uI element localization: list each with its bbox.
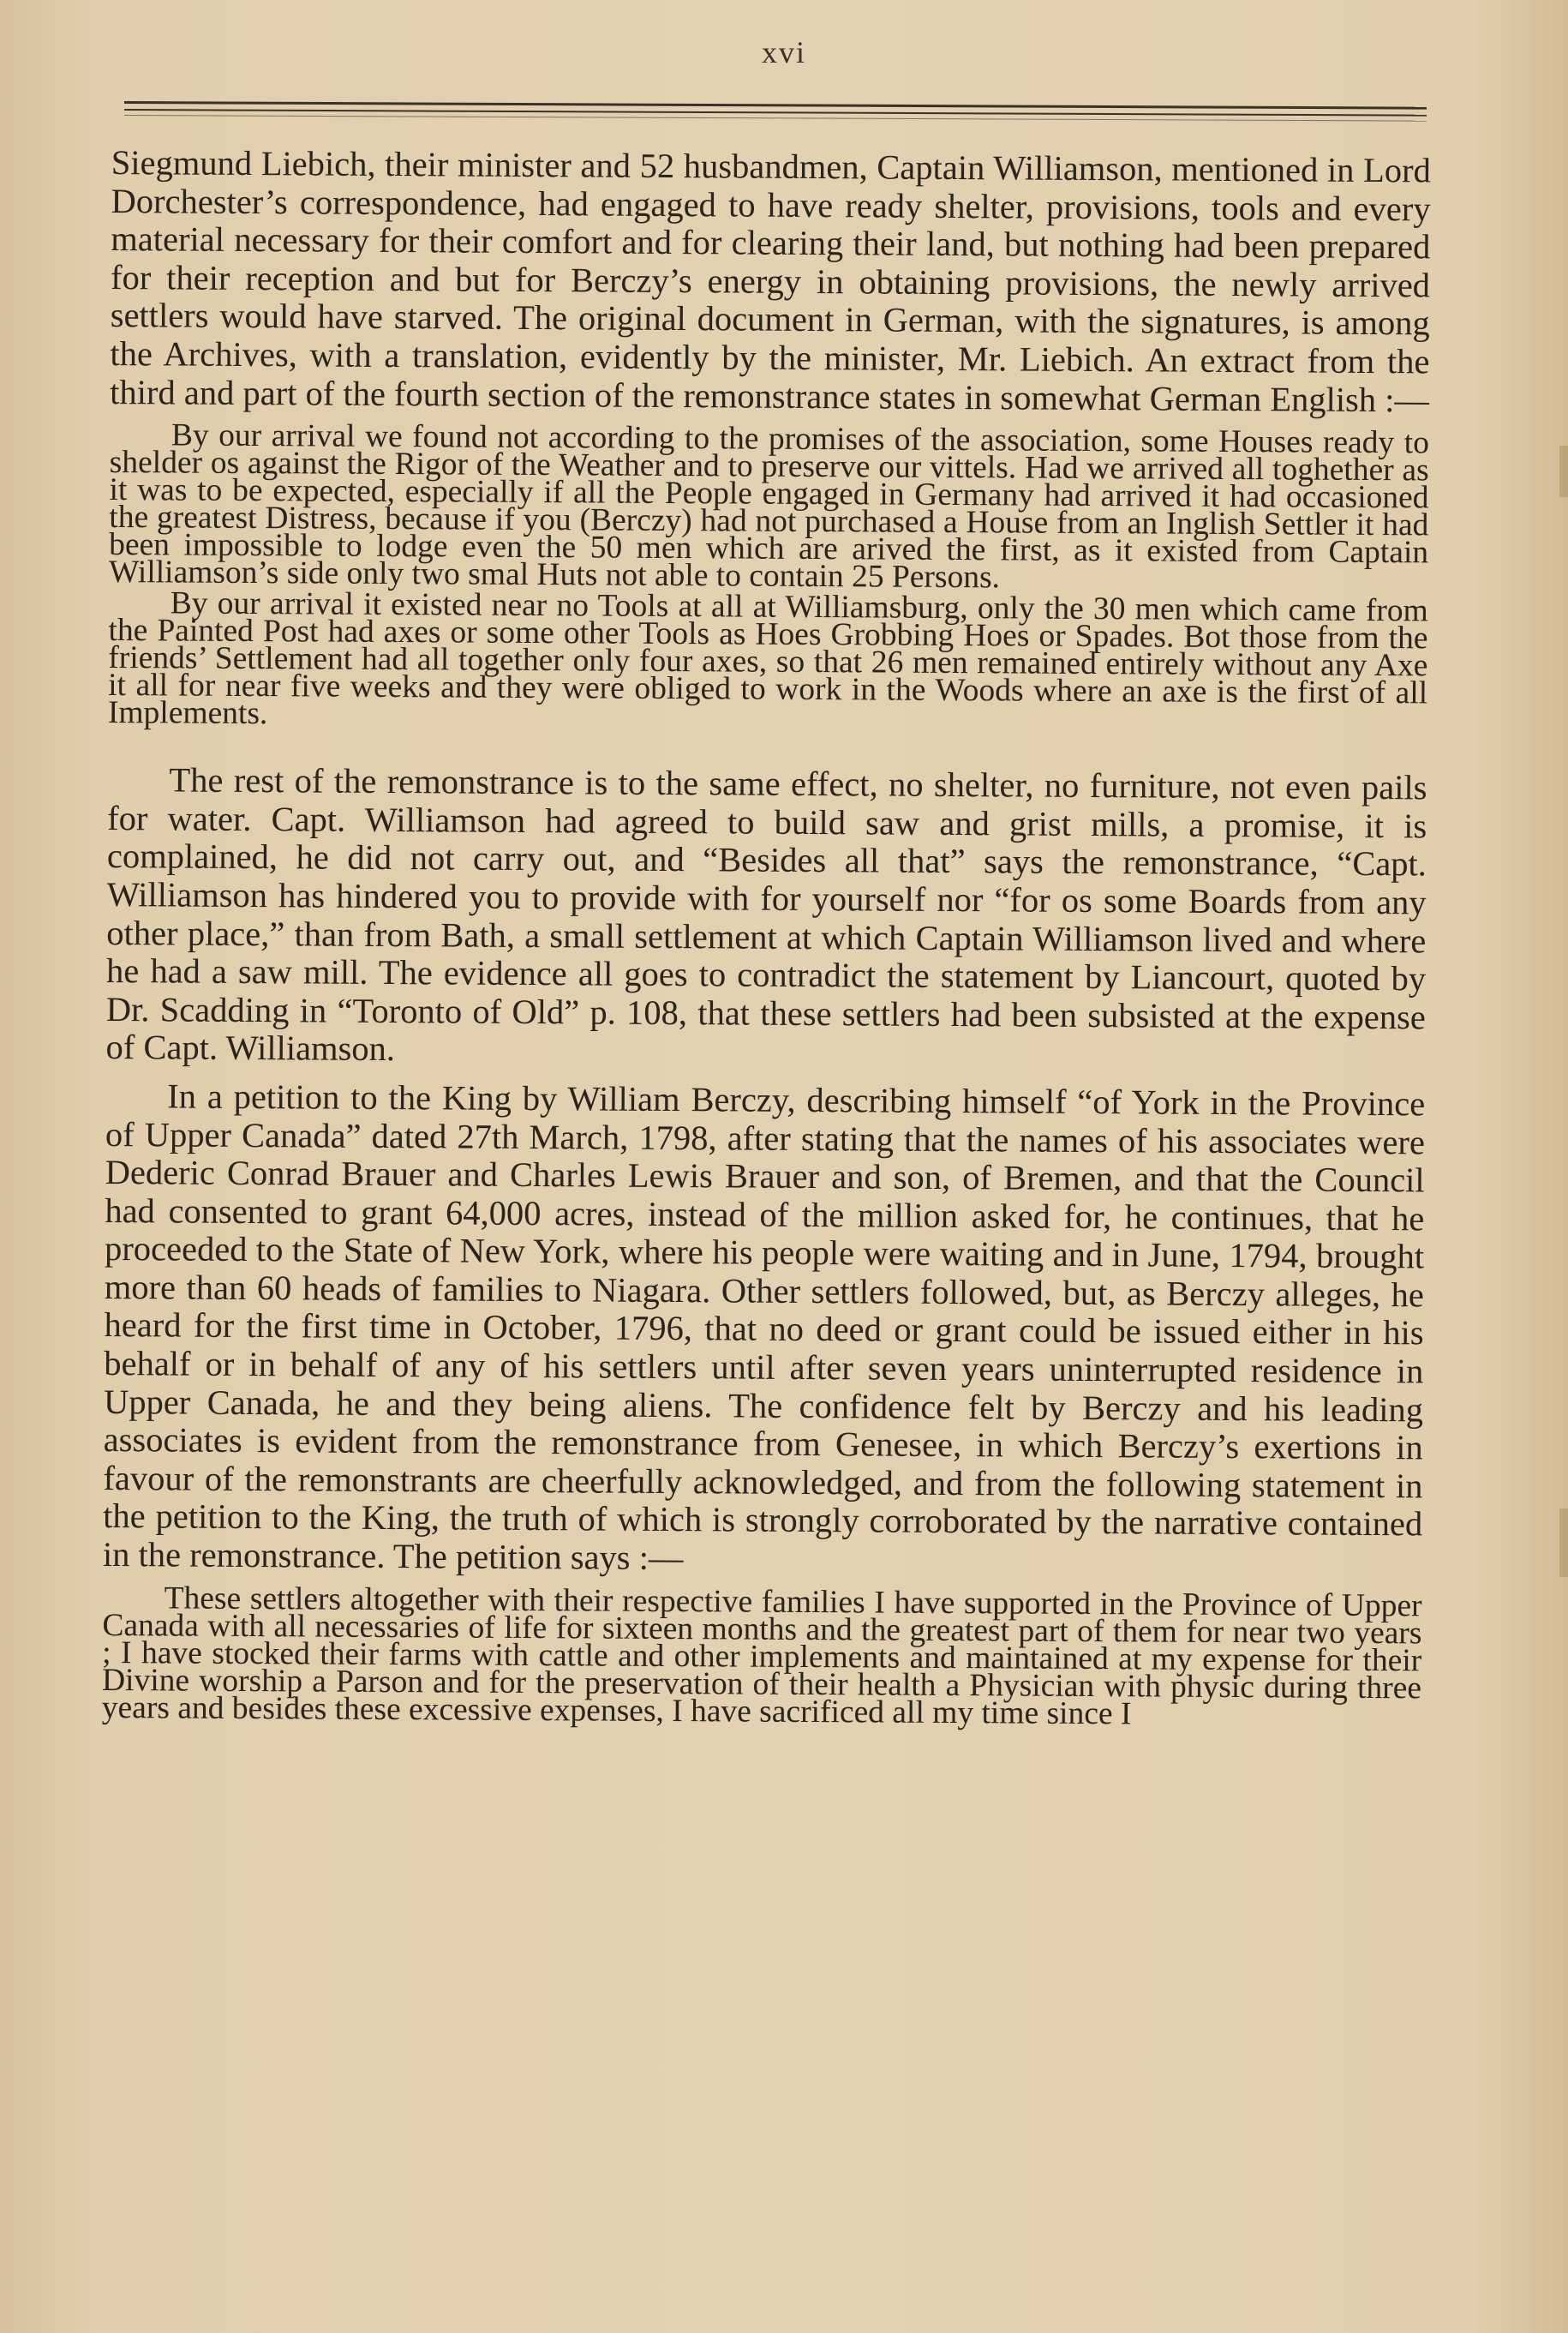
header-rule bbox=[124, 115, 1427, 122]
page-number: xvi bbox=[761, 35, 806, 69]
page-body bbox=[102, 144, 1431, 1733]
quoted-extract: By our arrival we found not according to the promises of the association, some Houses ready to shelder os against the Rigor of the Weather and to preserve our vittels. Had we arrived all toghether as it was to be expected, especially if all the People engaged in Germany had arrived it had occasioned the greatest Distress, because if you (Berczy) had not purchased a House from an Inglish Settler it had been impossible to lodge even the 50 men which are arived the first, as it existed from Captain Williamson’s side only two smal Huts not able to contain 25 Persons. bbox=[108, 417, 1430, 596]
page-edge-stain bbox=[1559, 1508, 1568, 1577]
page-edge-stain bbox=[1559, 446, 1568, 497]
header-rule bbox=[124, 101, 1427, 110]
body-paragraph: In a petition to the King by William Berczy, describing himself “of York in the Province of Upper Canada” dated 27th March, 1798, after stating that the names of his associates were Dederic Conrad Brauer and Charles Lewis Brauer and son, of Bremen, and that the Council had consented to grant 64,000 acres, instead of the million asked for, he continues, that he proceeded to the State of New York, where his people were waiting and in June, 1794, brought more than 60 heads of families to Niagara. Other settlers followed, but, as Berczy alleges, he heard for the first time in October, 1796, that no deed or grant could be issued either in his behalf or in behalf of any of his settlers until after seven years uninterrupted residence in Upper Canada, he and they being aliens. The confidence felt by Berczy and his leading associates is evident from the remonstrance from Genesee, in which Berczy’s exertions in favour of the remonstrants are cheerfully acknowledged, and from the following statement in the petition to the King, the truth of which is strongly corroborated by the narrative contained in the remonstrance. The petition says :— bbox=[102, 1077, 1426, 1578]
body-paragraph: Siegmund Liebich, their minister and 52 husbandmen, Captain Williamson, mentioned in Lord Dorchester’s correspondence, had engaged to have ready shelter, provisions, tools and every material necessary for their comfort and for clearing their land, but nothing had been prepared for their reception and but for Berczy’s energy in obtaining provisions, the newly arrived settlers would have starved. The original document in German, with the signatures, is among the Archives, with a translation, evidently by the minister, Mr. Liebich. An extract from the third and part of the fourth section of the remonstrance states in somewhat German English :— bbox=[110, 143, 1431, 419]
quoted-extract: By our arrival it existed near no Tools at all at Williamsburg, only the 30 men which came from the Painted Post had axes or some other Tools as Hoes Grobbing Hoes or Spades. Bot those from the friends’ Settlement had all together only four axes, so that 26 men remained entirely without any Axe it all for near five weeks and they were obliged to work in the Woods where an axe is the first of all Implements. bbox=[107, 585, 1428, 732]
body-paragraph: The rest of the remonstrance is to the same effect, no shelter, no furniture, not even pails for water. Capt. Williamson had agreed to build saw and grist mills, a promise, it is complained, he did not carry out, and “Besides all that” says the remonstrance, “Capt. Williamson has hindered you to provide with for yourself nor “for os some Boards from any other place,” than from Bath, a small settlement at which Captain Williamson lived and where he had a saw mill. The evidence all goes to contradict the statement by Liancourt, quoted by Dr. Scadding in “Toronto of Old” p. 108, that these settlers had been subsisted at the expense of Capt. Williamson. bbox=[105, 760, 1427, 1069]
quoted-extract: These settlers altogether with their respective families I have supported in the Province of Upper Canada with all necessaries of life for sixteen months and the greatest part of them for near two years ; I have stocked their farms with cattle and other implements and maintained at my expense for their Divine worship a Parson and for the preservation of their health a Physician with physic during three years and besides these excessive expenses, I have sacrificed all my time since I bbox=[101, 1580, 1422, 1731]
